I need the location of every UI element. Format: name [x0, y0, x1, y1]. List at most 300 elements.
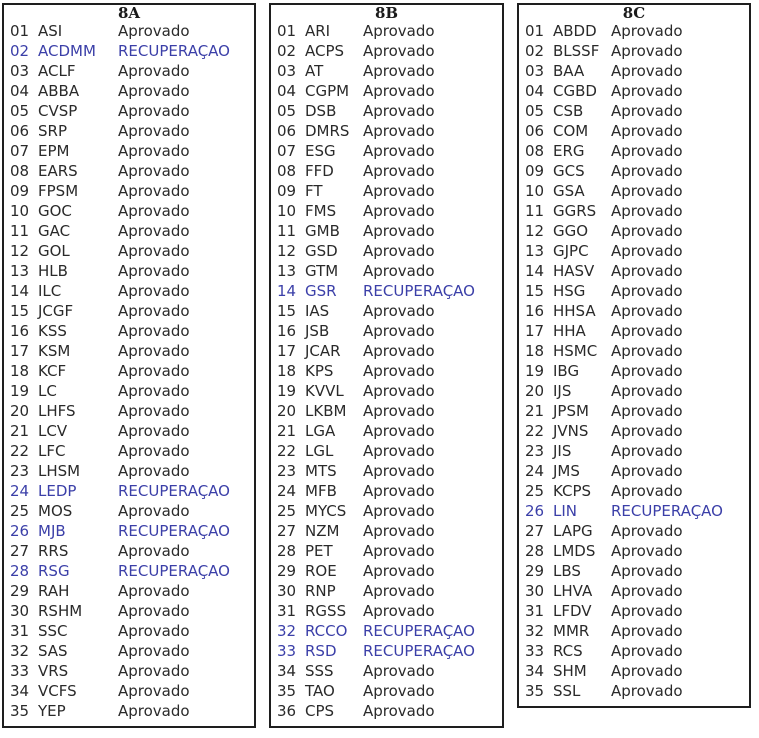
student-number: 34 [525, 662, 545, 680]
student-code: CSB [553, 102, 584, 120]
student-code: ESG [305, 142, 336, 160]
student-status: Aprovado [363, 662, 435, 680]
table-row [271, 481, 502, 501]
student-status: Aprovado [118, 22, 190, 40]
student-code: VRS [38, 662, 69, 680]
student-code: HLB [38, 262, 68, 280]
student-status: Aprovado [363, 42, 435, 60]
table-row [271, 61, 502, 81]
table-row [4, 181, 254, 201]
table-row [271, 141, 502, 161]
student-code: PET [305, 542, 333, 560]
student-code: SHM [553, 662, 587, 680]
student-number: 34 [10, 682, 30, 700]
student-status: Aprovado [611, 402, 683, 420]
table-row [4, 321, 254, 341]
table-row [4, 41, 254, 61]
student-code: JSB [305, 322, 330, 340]
student-code: ERG [553, 142, 585, 160]
table-row [271, 701, 502, 721]
student-status: Aprovado [611, 202, 683, 220]
table-row [271, 81, 502, 101]
student-code: LHSM [38, 462, 81, 480]
student-status: Aprovado [611, 162, 683, 180]
student-status: Aprovado [363, 142, 435, 160]
student-status: Aprovado [363, 482, 435, 500]
student-status: Aprovado [363, 602, 435, 620]
student-code: CPS [305, 702, 335, 720]
student-code: MOS [38, 502, 73, 520]
student-status: Aprovado [118, 262, 190, 280]
student-number: 07 [277, 142, 297, 160]
table-row [271, 641, 502, 661]
student-code: GOC [38, 202, 72, 220]
student-status: Aprovado [363, 542, 435, 560]
student-number: 02 [525, 42, 545, 60]
student-status: Aprovado [118, 62, 190, 80]
student-status: Aprovado [611, 582, 683, 600]
student-status: Aprovado [363, 422, 435, 440]
student-number: 33 [10, 662, 30, 680]
student-status: Aprovado [363, 442, 435, 460]
table-row [271, 401, 502, 421]
student-number: 25 [277, 502, 297, 520]
student-number: 27 [10, 542, 30, 560]
student-status: Aprovado [363, 462, 435, 480]
student-status: Aprovado [611, 482, 683, 500]
student-number: 08 [525, 142, 545, 160]
student-status: Aprovado [611, 422, 683, 440]
student-code: MMR [553, 622, 590, 640]
student-code: FMS [305, 202, 337, 220]
table-row [271, 221, 502, 241]
student-code: GGO [553, 222, 589, 240]
student-status: Aprovado [363, 322, 435, 340]
class-table-8b [269, 3, 504, 728]
student-status: Aprovado [363, 362, 435, 380]
table-row [4, 701, 254, 721]
student-status: Aprovado [118, 702, 190, 720]
student-number: 16 [10, 322, 30, 340]
student-code: GOL [38, 242, 70, 260]
table-row [271, 521, 502, 541]
student-number: 04 [10, 82, 30, 100]
student-status: RECUPERAÇAO [118, 42, 230, 60]
student-status: Aprovado [363, 502, 435, 520]
student-number: 07 [10, 142, 30, 160]
student-number: 06 [277, 122, 297, 140]
table-row [519, 201, 749, 221]
student-status: Aprovado [118, 122, 190, 140]
student-code: SSC [38, 622, 68, 640]
student-number: 26 [525, 502, 545, 520]
student-code: MJB [38, 522, 66, 540]
table-row [271, 461, 502, 481]
student-number: 18 [277, 362, 297, 380]
student-status: Aprovado [611, 682, 683, 700]
student-code: HASV [553, 262, 595, 280]
student-number: 27 [525, 522, 545, 540]
student-code: EPM [38, 142, 70, 160]
table-row [519, 601, 749, 621]
table-row [519, 341, 749, 361]
student-number: 17 [525, 322, 545, 340]
student-code: RSHM [38, 602, 83, 620]
student-code: MFB [305, 482, 337, 500]
table-row [4, 81, 254, 101]
student-code: JCGF [38, 302, 74, 320]
student-status: Aprovado [118, 222, 190, 240]
student-number: 09 [277, 182, 297, 200]
table-row [519, 181, 749, 201]
student-number: 19 [277, 382, 297, 400]
student-code: CGPM [305, 82, 350, 100]
table-row [519, 121, 749, 141]
student-code: GJPC [553, 242, 589, 260]
student-number: 17 [10, 342, 30, 360]
student-status: Aprovado [611, 42, 683, 60]
student-status: Aprovado [363, 182, 435, 200]
student-code: COM [553, 122, 589, 140]
table-row [519, 41, 749, 61]
student-number: 35 [10, 702, 30, 720]
student-number: 13 [525, 242, 545, 260]
student-number: 29 [277, 562, 297, 580]
table-row [519, 521, 749, 541]
table-row [4, 461, 254, 481]
student-status: Aprovado [363, 302, 435, 320]
student-code: GSA [553, 182, 585, 200]
student-status: Aprovado [363, 82, 435, 100]
student-status: Aprovado [611, 262, 683, 280]
table-row [519, 561, 749, 581]
student-code: SRP [38, 122, 67, 140]
student-code: ASI [38, 22, 63, 40]
student-status: Aprovado [611, 662, 683, 680]
student-code: IJS [553, 382, 572, 400]
student-number: 16 [277, 322, 297, 340]
student-number: 10 [10, 202, 30, 220]
table-row [271, 581, 502, 601]
table-row [4, 341, 254, 361]
student-number: 22 [525, 422, 545, 440]
student-number: 13 [10, 262, 30, 280]
student-status: Aprovado [611, 442, 683, 460]
student-number: 11 [10, 222, 30, 240]
table-row [519, 421, 749, 441]
table-row [519, 681, 749, 701]
student-number: 24 [525, 462, 545, 480]
student-status: Aprovado [611, 282, 683, 300]
table-row [519, 241, 749, 261]
student-number: 04 [277, 82, 297, 100]
student-status: Aprovado [611, 62, 683, 80]
table-row [271, 361, 502, 381]
table-row [519, 141, 749, 161]
table-row [519, 461, 749, 481]
student-number: 21 [277, 422, 297, 440]
student-status: RECUPERAÇAO [363, 282, 475, 300]
student-code: LHVA [553, 582, 593, 600]
student-status: Aprovado [611, 462, 683, 480]
table-row [4, 201, 254, 221]
student-code: JPSM [553, 402, 589, 420]
student-code: GAC [38, 222, 71, 240]
student-number: 18 [525, 342, 545, 360]
table-row [271, 121, 502, 141]
student-code: JMS [553, 462, 580, 480]
table-row [4, 561, 254, 581]
student-number: 10 [277, 202, 297, 220]
student-status: Aprovado [363, 122, 435, 140]
student-number: 30 [10, 602, 30, 620]
table-row [4, 161, 254, 181]
student-number: 36 [277, 702, 297, 720]
table-row [519, 81, 749, 101]
table-row [519, 361, 749, 381]
student-status: Aprovado [363, 522, 435, 540]
table-row [4, 261, 254, 281]
student-number: 21 [10, 422, 30, 440]
student-number: 14 [277, 282, 297, 300]
table-row [519, 381, 749, 401]
student-number: 01 [525, 22, 545, 40]
student-status: Aprovado [611, 22, 683, 40]
table-row [4, 521, 254, 541]
table-row [519, 301, 749, 321]
student-code: RCCO [305, 622, 348, 640]
student-status: Aprovado [363, 262, 435, 280]
student-list [271, 21, 502, 721]
student-number: 31 [525, 602, 545, 620]
student-number: 31 [10, 622, 30, 640]
student-number: 14 [10, 282, 30, 300]
table-row [271, 561, 502, 581]
table-row [4, 421, 254, 441]
table-row [271, 101, 502, 121]
table-row [271, 421, 502, 441]
student-number: 19 [10, 382, 30, 400]
student-status: Aprovado [118, 602, 190, 620]
student-code: ILC [38, 282, 62, 300]
student-status: Aprovado [118, 662, 190, 680]
student-number: 04 [525, 82, 545, 100]
table-row [271, 381, 502, 401]
student-code: DSB [305, 102, 337, 120]
student-number: 23 [10, 462, 30, 480]
table-row [4, 301, 254, 321]
student-status: Aprovado [363, 102, 435, 120]
table-row [4, 61, 254, 81]
table-row [519, 61, 749, 81]
table-row [271, 441, 502, 461]
table-row [4, 361, 254, 381]
student-code: ARI [305, 22, 331, 40]
student-code: JIS [553, 442, 572, 460]
student-number: 35 [525, 682, 545, 700]
table-row [4, 441, 254, 461]
student-status: Aprovado [611, 382, 683, 400]
student-number: 17 [277, 342, 297, 360]
table-row [4, 121, 254, 141]
student-number: 15 [277, 302, 297, 320]
table-row [519, 401, 749, 421]
table-row [271, 621, 502, 641]
student-number: 32 [525, 622, 545, 640]
student-status: Aprovado [611, 222, 683, 240]
table-row [271, 161, 502, 181]
student-code: KCPS [553, 482, 592, 500]
student-status: Aprovado [118, 322, 190, 340]
student-status: Aprovado [118, 342, 190, 360]
student-code: AT [305, 62, 324, 80]
student-number: 18 [10, 362, 30, 380]
table-row [519, 261, 749, 281]
student-number: 12 [277, 242, 297, 260]
table-row [519, 481, 749, 501]
student-code: KVVL [305, 382, 344, 400]
student-code: ROE [305, 562, 337, 580]
student-number: 22 [277, 442, 297, 460]
student-code: ABDD [553, 22, 597, 40]
table-row [271, 241, 502, 261]
student-code: KCF [38, 362, 67, 380]
student-status: Aprovado [118, 202, 190, 220]
table-row [519, 541, 749, 561]
class-table-8c [517, 3, 751, 708]
student-code: JCAR [305, 342, 341, 360]
student-number: 16 [525, 302, 545, 320]
class-title: 8B [374, 4, 399, 22]
student-number: 23 [525, 442, 545, 460]
student-number: 08 [277, 162, 297, 180]
student-code: MTS [305, 462, 337, 480]
student-number: 02 [10, 42, 30, 60]
table-row [4, 141, 254, 161]
student-code: EARS [38, 162, 78, 180]
student-number: 33 [525, 642, 545, 660]
table-row [4, 241, 254, 261]
student-status: Aprovado [118, 402, 190, 420]
student-status: RECUPERAÇAO [611, 502, 723, 520]
table-row [519, 621, 749, 641]
student-code: SAS [38, 642, 68, 660]
student-number: 03 [10, 62, 30, 80]
student-code: MYCS [305, 502, 347, 520]
student-status: Aprovado [118, 462, 190, 480]
student-number: 28 [10, 562, 30, 580]
table-row [4, 381, 254, 401]
student-number: 32 [10, 642, 30, 660]
student-status: Aprovado [611, 362, 683, 380]
student-code: LEDP [38, 482, 77, 500]
student-code: HSG [553, 282, 586, 300]
student-status: Aprovado [363, 702, 435, 720]
student-code: RCS [553, 642, 583, 660]
student-code: GSR [305, 282, 337, 300]
student-number: 24 [277, 482, 297, 500]
student-status: Aprovado [611, 122, 683, 140]
table-row [4, 481, 254, 501]
student-number: 05 [10, 102, 30, 120]
table-row [4, 541, 254, 561]
student-status: Aprovado [611, 562, 683, 580]
student-code: BLSSF [553, 42, 600, 60]
student-code: LIN [553, 502, 578, 520]
table-row [4, 661, 254, 681]
student-status: Aprovado [611, 242, 683, 260]
student-code: NZM [305, 522, 340, 540]
student-number: 30 [277, 582, 297, 600]
student-list [4, 21, 254, 721]
student-code: RAH [38, 582, 70, 600]
table-row [4, 221, 254, 241]
student-number: 29 [10, 582, 30, 600]
student-status: Aprovado [363, 562, 435, 580]
student-code: ABBA [38, 82, 80, 100]
table-row [271, 201, 502, 221]
student-number: 03 [277, 62, 297, 80]
student-number: 09 [525, 162, 545, 180]
table-row [271, 681, 502, 701]
student-code: RRS [38, 542, 69, 560]
student-code: KSS [38, 322, 67, 340]
table-row [519, 641, 749, 661]
table-row [4, 601, 254, 621]
student-number: 06 [525, 122, 545, 140]
table-row [271, 661, 502, 681]
student-code: RSG [38, 562, 70, 580]
student-number: 02 [277, 42, 297, 60]
student-code: HHA [553, 322, 586, 340]
table-row [271, 501, 502, 521]
student-status: Aprovado [363, 402, 435, 420]
student-code: VCFS [38, 682, 77, 700]
student-status: Aprovado [611, 342, 683, 360]
table-row [4, 621, 254, 641]
student-code: CVSP [38, 102, 78, 120]
class-title: 8C [622, 4, 646, 22]
table-row [519, 161, 749, 181]
table-row [519, 441, 749, 461]
table-row [271, 341, 502, 361]
student-status: Aprovado [118, 82, 190, 100]
student-number: 15 [525, 282, 545, 300]
student-code: LBS [553, 562, 581, 580]
student-code: RGSS [305, 602, 347, 620]
student-number: 05 [525, 102, 545, 120]
table-row [4, 21, 254, 41]
student-number: 11 [277, 222, 297, 240]
table-row [519, 501, 749, 521]
student-status: Aprovado [118, 502, 190, 520]
student-number: 35 [277, 682, 297, 700]
student-number: 01 [10, 22, 30, 40]
student-status: Aprovado [363, 682, 435, 700]
student-status: Aprovado [611, 602, 683, 620]
student-status: Aprovado [118, 642, 190, 660]
student-status: Aprovado [118, 242, 190, 260]
student-number: 31 [277, 602, 297, 620]
table-row [271, 281, 502, 301]
student-status: Aprovado [118, 542, 190, 560]
table-row [271, 21, 502, 41]
student-status: Aprovado [363, 222, 435, 240]
table-row [4, 281, 254, 301]
table-row [271, 541, 502, 561]
student-code: LC [38, 382, 57, 400]
student-status: Aprovado [611, 102, 683, 120]
